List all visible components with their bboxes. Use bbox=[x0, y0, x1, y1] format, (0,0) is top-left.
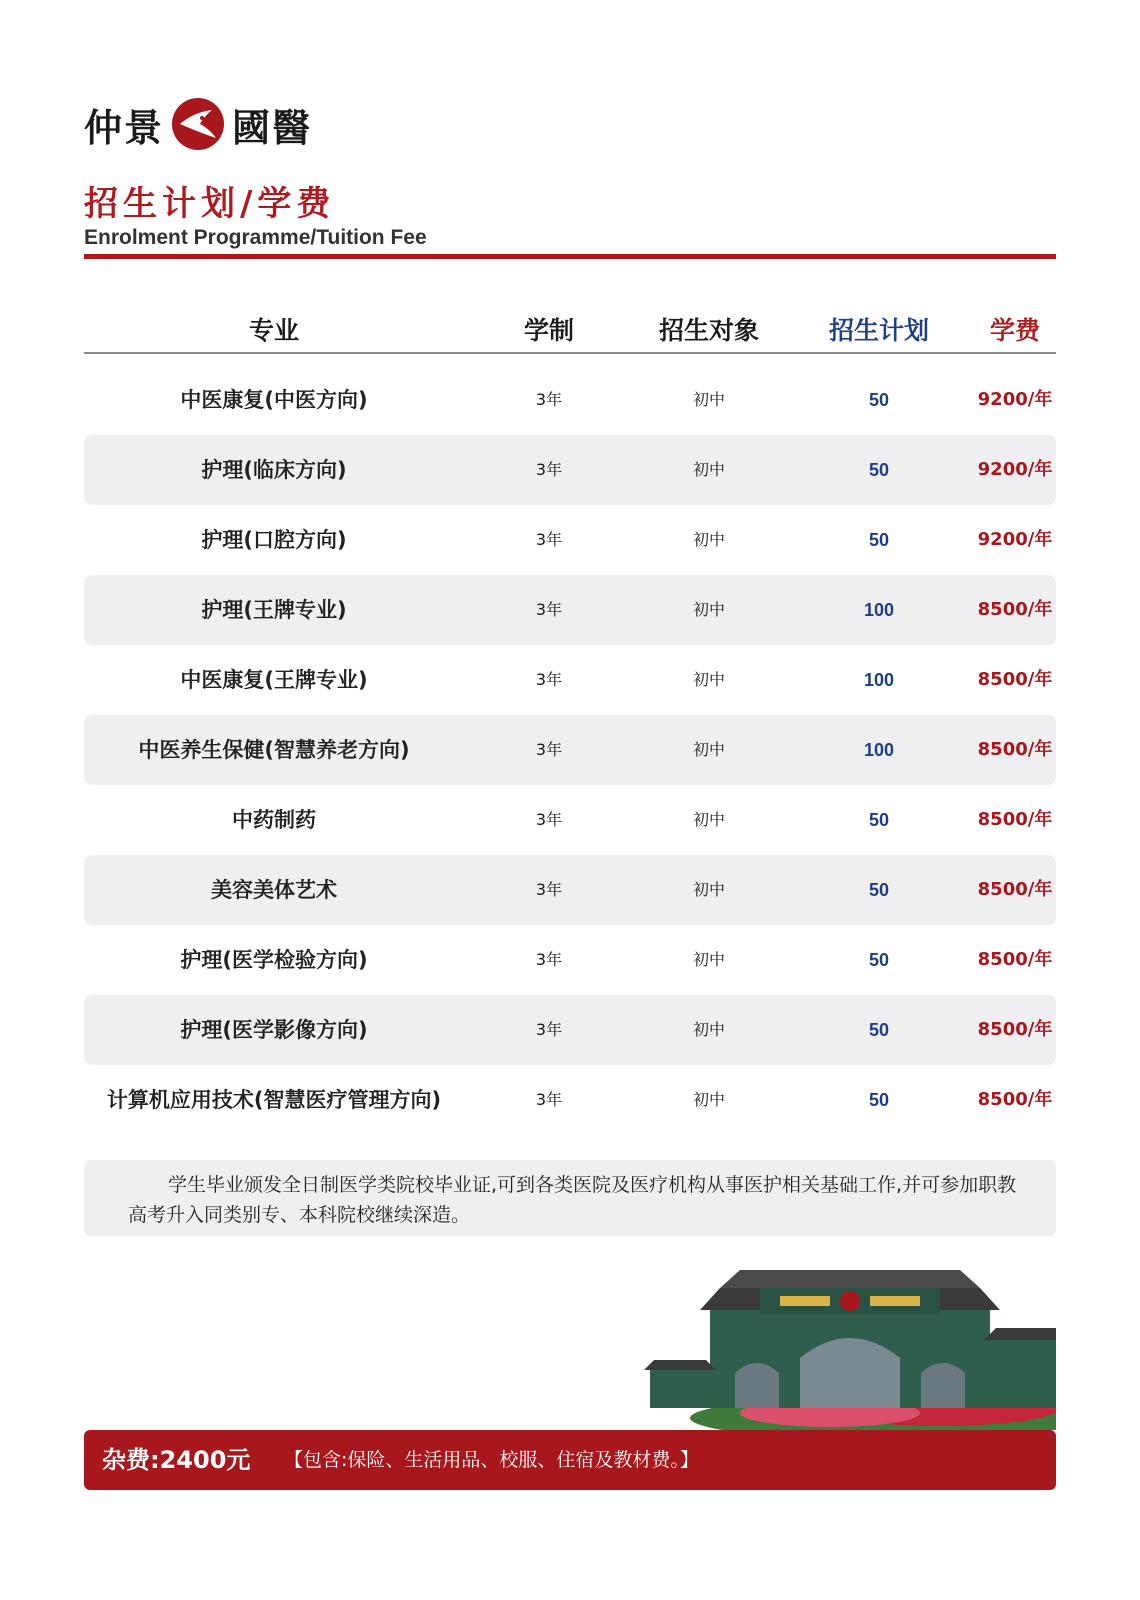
column-header-major: 专业 bbox=[248, 316, 299, 345]
table-row bbox=[84, 1065, 1056, 1135]
page-subtitle: Enrolment Programme/Tuition Fee bbox=[84, 226, 427, 249]
campus-gate-illustration bbox=[640, 1248, 1056, 1430]
swallow-seal-icon bbox=[172, 98, 224, 150]
misc-fee-detail: 【包含:保险、生活用品、校服、住宿及教材费。】 bbox=[284, 1449, 699, 1471]
cell-target: 初中 bbox=[692, 880, 725, 899]
cell-plan: 50 bbox=[868, 810, 890, 830]
cell-duration: 3年 bbox=[535, 1020, 563, 1039]
page-title: 招生计划/学费 bbox=[84, 184, 336, 224]
cell-plan: 50 bbox=[868, 460, 890, 480]
title-divider bbox=[84, 254, 1056, 259]
cell-tuition: 8500/年 bbox=[977, 809, 1053, 830]
cell-major: 中医康复(王牌专业) bbox=[180, 668, 368, 692]
cell-major: 中药制药 bbox=[232, 808, 316, 832]
table-row bbox=[84, 505, 1056, 575]
cell-tuition: 9200/年 bbox=[977, 529, 1053, 550]
cell-tuition: 8500/年 bbox=[977, 599, 1053, 620]
cell-duration: 3年 bbox=[535, 460, 563, 479]
table-row bbox=[84, 995, 1056, 1065]
cell-target: 初中 bbox=[692, 950, 725, 969]
school-logo bbox=[84, 94, 312, 154]
cell-target: 初中 bbox=[692, 1020, 725, 1039]
table-row bbox=[84, 925, 1056, 995]
table-row bbox=[84, 855, 1056, 925]
cell-tuition: 9200/年 bbox=[977, 389, 1053, 410]
cell-duration: 3年 bbox=[535, 740, 563, 759]
cell-plan: 50 bbox=[868, 530, 890, 550]
cell-target: 初中 bbox=[692, 530, 725, 549]
cell-duration: 3年 bbox=[535, 950, 563, 969]
column-header-tuition: 学费 bbox=[989, 316, 1040, 345]
table-header bbox=[84, 312, 1056, 354]
cell-major: 美容美体艺术 bbox=[211, 878, 337, 902]
cell-major: 护理(临床方向) bbox=[201, 458, 347, 482]
cell-plan: 100 bbox=[863, 740, 895, 760]
cell-tuition: 8500/年 bbox=[977, 1019, 1053, 1040]
table-row bbox=[84, 575, 1056, 645]
cell-major: 中医养生保健(智慧养老方向) bbox=[138, 738, 410, 762]
cell-duration: 3年 bbox=[535, 810, 563, 829]
cell-plan: 50 bbox=[868, 1090, 890, 1110]
misc-fee-label: 杂费:2400元 bbox=[102, 1446, 251, 1474]
cell-target: 初中 bbox=[692, 1090, 725, 1109]
cell-target: 初中 bbox=[692, 670, 725, 689]
graduation-note-text: 学生毕业颁发全日制医学类院校毕业证,可到各类医院及医疗机构从事医护相关基础工作,并可参加职教高考升入同类别专、本科院校继续深造。 bbox=[128, 1174, 1017, 1226]
cell-major: 中医康复(中医方向) bbox=[180, 388, 368, 412]
cell-target: 初中 bbox=[692, 810, 725, 829]
cell-major: 护理(医学影像方向) bbox=[180, 1018, 368, 1042]
cell-plan: 50 bbox=[868, 880, 890, 900]
cell-major: 护理(王牌专业) bbox=[201, 598, 347, 622]
cell-tuition: 8500/年 bbox=[977, 739, 1053, 760]
cell-tuition: 8500/年 bbox=[977, 669, 1053, 690]
column-header-plan: 招生计划 bbox=[828, 316, 929, 345]
table-row bbox=[84, 645, 1056, 715]
table-row bbox=[84, 785, 1056, 855]
cell-major: 计算机应用技术(智慧医疗管理方向) bbox=[106, 1088, 442, 1112]
cell-duration: 3年 bbox=[535, 390, 563, 409]
cell-major: 护理(口腔方向) bbox=[201, 528, 347, 552]
cell-duration: 3年 bbox=[535, 530, 563, 549]
cell-target: 初中 bbox=[692, 390, 725, 409]
table-row bbox=[84, 715, 1056, 785]
table-row bbox=[84, 365, 1056, 435]
cell-tuition: 8500/年 bbox=[977, 949, 1053, 970]
cell-plan: 50 bbox=[868, 950, 890, 970]
cell-tuition: 8500/年 bbox=[977, 879, 1053, 900]
cell-duration: 3年 bbox=[535, 880, 563, 899]
column-header-duration: 学制 bbox=[523, 316, 574, 345]
cell-tuition: 8500/年 bbox=[977, 1089, 1053, 1110]
program-table bbox=[84, 365, 1056, 1135]
cell-target: 初中 bbox=[692, 600, 725, 619]
cell-duration: 3年 bbox=[535, 600, 563, 619]
cell-duration: 3年 bbox=[535, 670, 563, 689]
misc-fee-bar bbox=[84, 1430, 1056, 1490]
cell-plan: 50 bbox=[868, 390, 890, 410]
cell-plan: 100 bbox=[863, 600, 895, 620]
logo-text-right: 國醫 bbox=[232, 104, 313, 150]
cell-duration: 3年 bbox=[535, 1090, 563, 1109]
cell-target: 初中 bbox=[692, 460, 725, 479]
cell-target: 初中 bbox=[692, 740, 725, 759]
table-row bbox=[84, 435, 1056, 505]
cell-plan: 50 bbox=[868, 1020, 890, 1040]
logo-text-left: 仲景 bbox=[84, 104, 165, 150]
cell-plan: 100 bbox=[863, 670, 895, 690]
cell-tuition: 9200/年 bbox=[977, 459, 1053, 480]
cell-major: 护理(医学检验方向) bbox=[180, 948, 368, 972]
graduation-note bbox=[84, 1160, 1056, 1236]
column-header-target: 招生对象 bbox=[658, 316, 759, 345]
